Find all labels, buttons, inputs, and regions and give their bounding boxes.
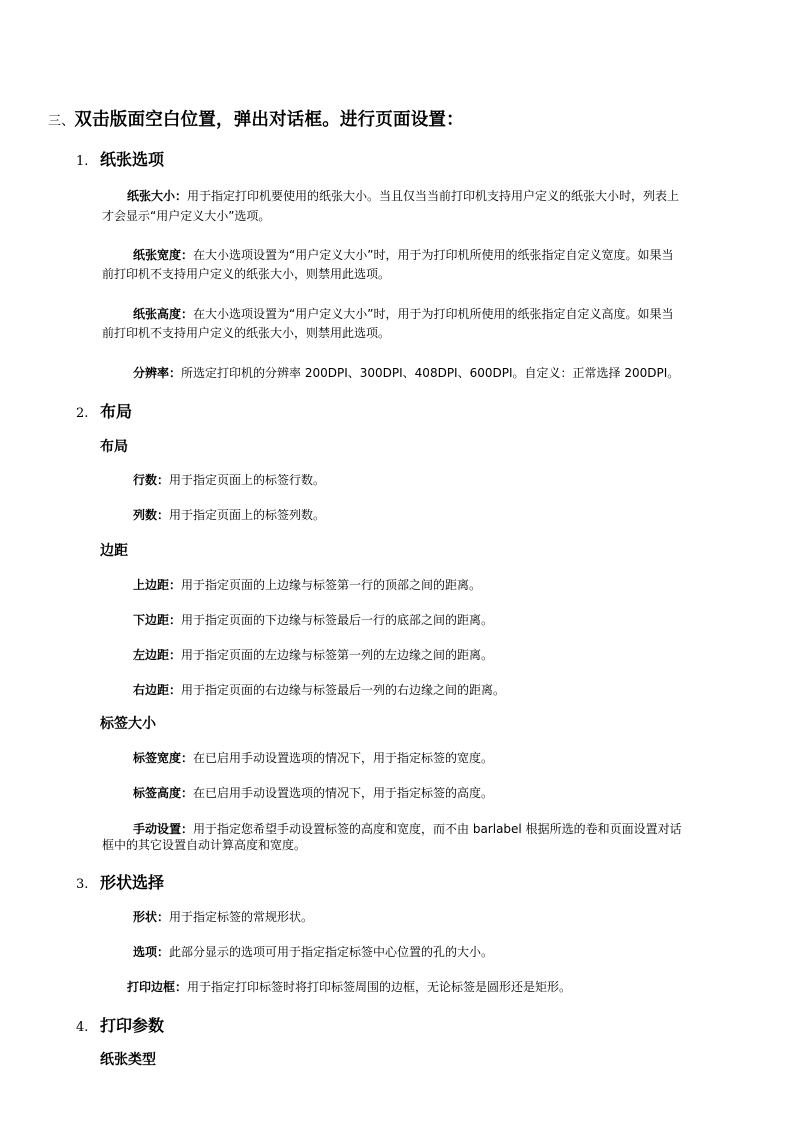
paper-width-line2: 前打印机不支持用户定义的纸张大小，则禁用此选项。 bbox=[102, 267, 391, 281]
layout-subheading: 布局 bbox=[100, 439, 128, 455]
section-3-heading bbox=[76, 870, 164, 893]
shape-desc: 用于指定标签的常规形状。 bbox=[169, 910, 314, 924]
section-3-number: 3. bbox=[76, 877, 89, 892]
paper-size-line1 bbox=[127, 187, 679, 205]
main-heading bbox=[48, 106, 464, 131]
label-height-line bbox=[133, 784, 493, 802]
paper-width-term: 纸张宽度： bbox=[133, 248, 194, 262]
section-1-title: 纸张选项 bbox=[100, 150, 165, 169]
option-desc: 此部分显示的选项可用于指定指定标签中心位置的孔的大小。 bbox=[169, 945, 494, 959]
section-3-title: 形状选择 bbox=[100, 873, 165, 892]
section-1-heading bbox=[76, 147, 164, 170]
resolution-term: 分辨率： bbox=[133, 366, 182, 380]
paper-size-line2: 才会显示“用户定义大小”选项。 bbox=[102, 209, 271, 223]
label-width-term: 标签宽度： bbox=[133, 751, 194, 765]
shape-term: 形状： bbox=[133, 910, 170, 924]
paper-size-term: 纸张大小： bbox=[127, 189, 188, 203]
right-margin-term: 右边距： bbox=[133, 683, 182, 697]
paper-size-desc: 用于指定打印机要使用的纸张大小。当且仅当当前打印机支持用户定义的纸张大小时，列表上 bbox=[187, 189, 680, 203]
print-border-desc: 用于指定打印标签时将打印标签周围的边框，无论标签是圆形还是矩形。 bbox=[187, 980, 572, 994]
option-line bbox=[133, 943, 493, 961]
print-border-term: 打印边框： bbox=[127, 980, 188, 994]
section-1-number: 1. bbox=[76, 154, 89, 169]
margin-subheading: 边距 bbox=[100, 543, 128, 559]
print-border-line bbox=[127, 978, 571, 996]
option-term: 选项： bbox=[133, 945, 170, 959]
label-size-subheading: 标签大小 bbox=[100, 716, 156, 732]
bottom-margin-line bbox=[133, 611, 493, 629]
section-4-heading bbox=[76, 1013, 164, 1036]
cols-line bbox=[133, 506, 325, 524]
paper-height-term: 纸张高度： bbox=[133, 307, 194, 321]
label-height-term: 标签高度： bbox=[133, 786, 194, 800]
paper-height-line1 bbox=[133, 305, 673, 323]
rows-line bbox=[133, 471, 325, 489]
left-margin-line bbox=[133, 646, 493, 664]
bottom-margin-desc: 用于指定页面的下边缘与标签最后一行的底部之间的距离。 bbox=[181, 613, 494, 627]
bottom-margin-term: 下边距： bbox=[133, 613, 182, 627]
paper-type-subheading: 纸张类型 bbox=[100, 1052, 156, 1068]
label-height-desc: 在已启用手动设置选项的情况下，用于指定标签的高度。 bbox=[193, 786, 494, 800]
rows-desc: 用于指定页面上的标签行数。 bbox=[169, 473, 326, 487]
cols-desc: 用于指定页面上的标签列数。 bbox=[169, 508, 326, 522]
right-margin-desc: 用于指定页面的右边缘与标签最后一列的右边缘之间的距离。 bbox=[181, 683, 506, 697]
label-width-line bbox=[133, 749, 493, 767]
section-2-heading bbox=[76, 399, 132, 422]
paper-height-desc: 在大小选项设置为“用户定义大小”时，用于为打印机所使用的纸张指定自定义高度。如果当 bbox=[193, 307, 674, 321]
section-4-title: 打印参数 bbox=[100, 1016, 165, 1035]
paper-height-line2: 前打印机不支持用户定义的纸张大小，则禁用此选项。 bbox=[102, 326, 391, 340]
left-margin-desc: 用于指定页面的左边缘与标签第一列的左边缘之间的距离。 bbox=[181, 648, 494, 662]
top-margin-line bbox=[133, 576, 481, 594]
resolution-line bbox=[133, 364, 679, 382]
rows-term: 行数： bbox=[133, 473, 170, 487]
top-margin-term: 上边距： bbox=[133, 578, 182, 592]
left-margin-term: 左边距： bbox=[133, 648, 182, 662]
right-margin-line bbox=[133, 681, 505, 699]
cols-term: 列数： bbox=[133, 508, 170, 522]
manual-term: 手动设置： bbox=[133, 822, 194, 836]
section-2-title: 布局 bbox=[100, 402, 133, 421]
resolution-desc: 所选定打印机的分辨率 200DPI、300DPI、408DPI、600DPI。自定义：正常选择 200DPI。 bbox=[181, 366, 680, 380]
manual-desc: 用于指定您希望手动设置标签的高度和宽度，而不由 barlabel 根据所选的卷和页面设置对话 bbox=[193, 822, 682, 836]
label-width-desc: 在已启用手动设置选项的情况下，用于指定标签的宽度。 bbox=[193, 751, 494, 765]
top-margin-desc: 用于指定页面的上边缘与标签第一行的顶部之间的距离。 bbox=[181, 578, 482, 592]
section-4-number: 4. bbox=[76, 1020, 89, 1035]
main-heading-text: 双击版面空白位置，弹出对话框。进行页面设置： bbox=[74, 110, 464, 130]
manual-line2: 框中的其它设置自动计算高度和宽度。 bbox=[102, 838, 307, 852]
paper-width-line1 bbox=[133, 246, 673, 264]
shape-line bbox=[133, 908, 313, 926]
section-2-number: 2. bbox=[76, 406, 89, 421]
paper-width-desc: 在大小选项设置为“用户定义大小”时，用于为打印机所使用的纸张指定自定义宽度。如果当 bbox=[193, 248, 674, 262]
main-heading-number: 三、 bbox=[48, 114, 75, 129]
